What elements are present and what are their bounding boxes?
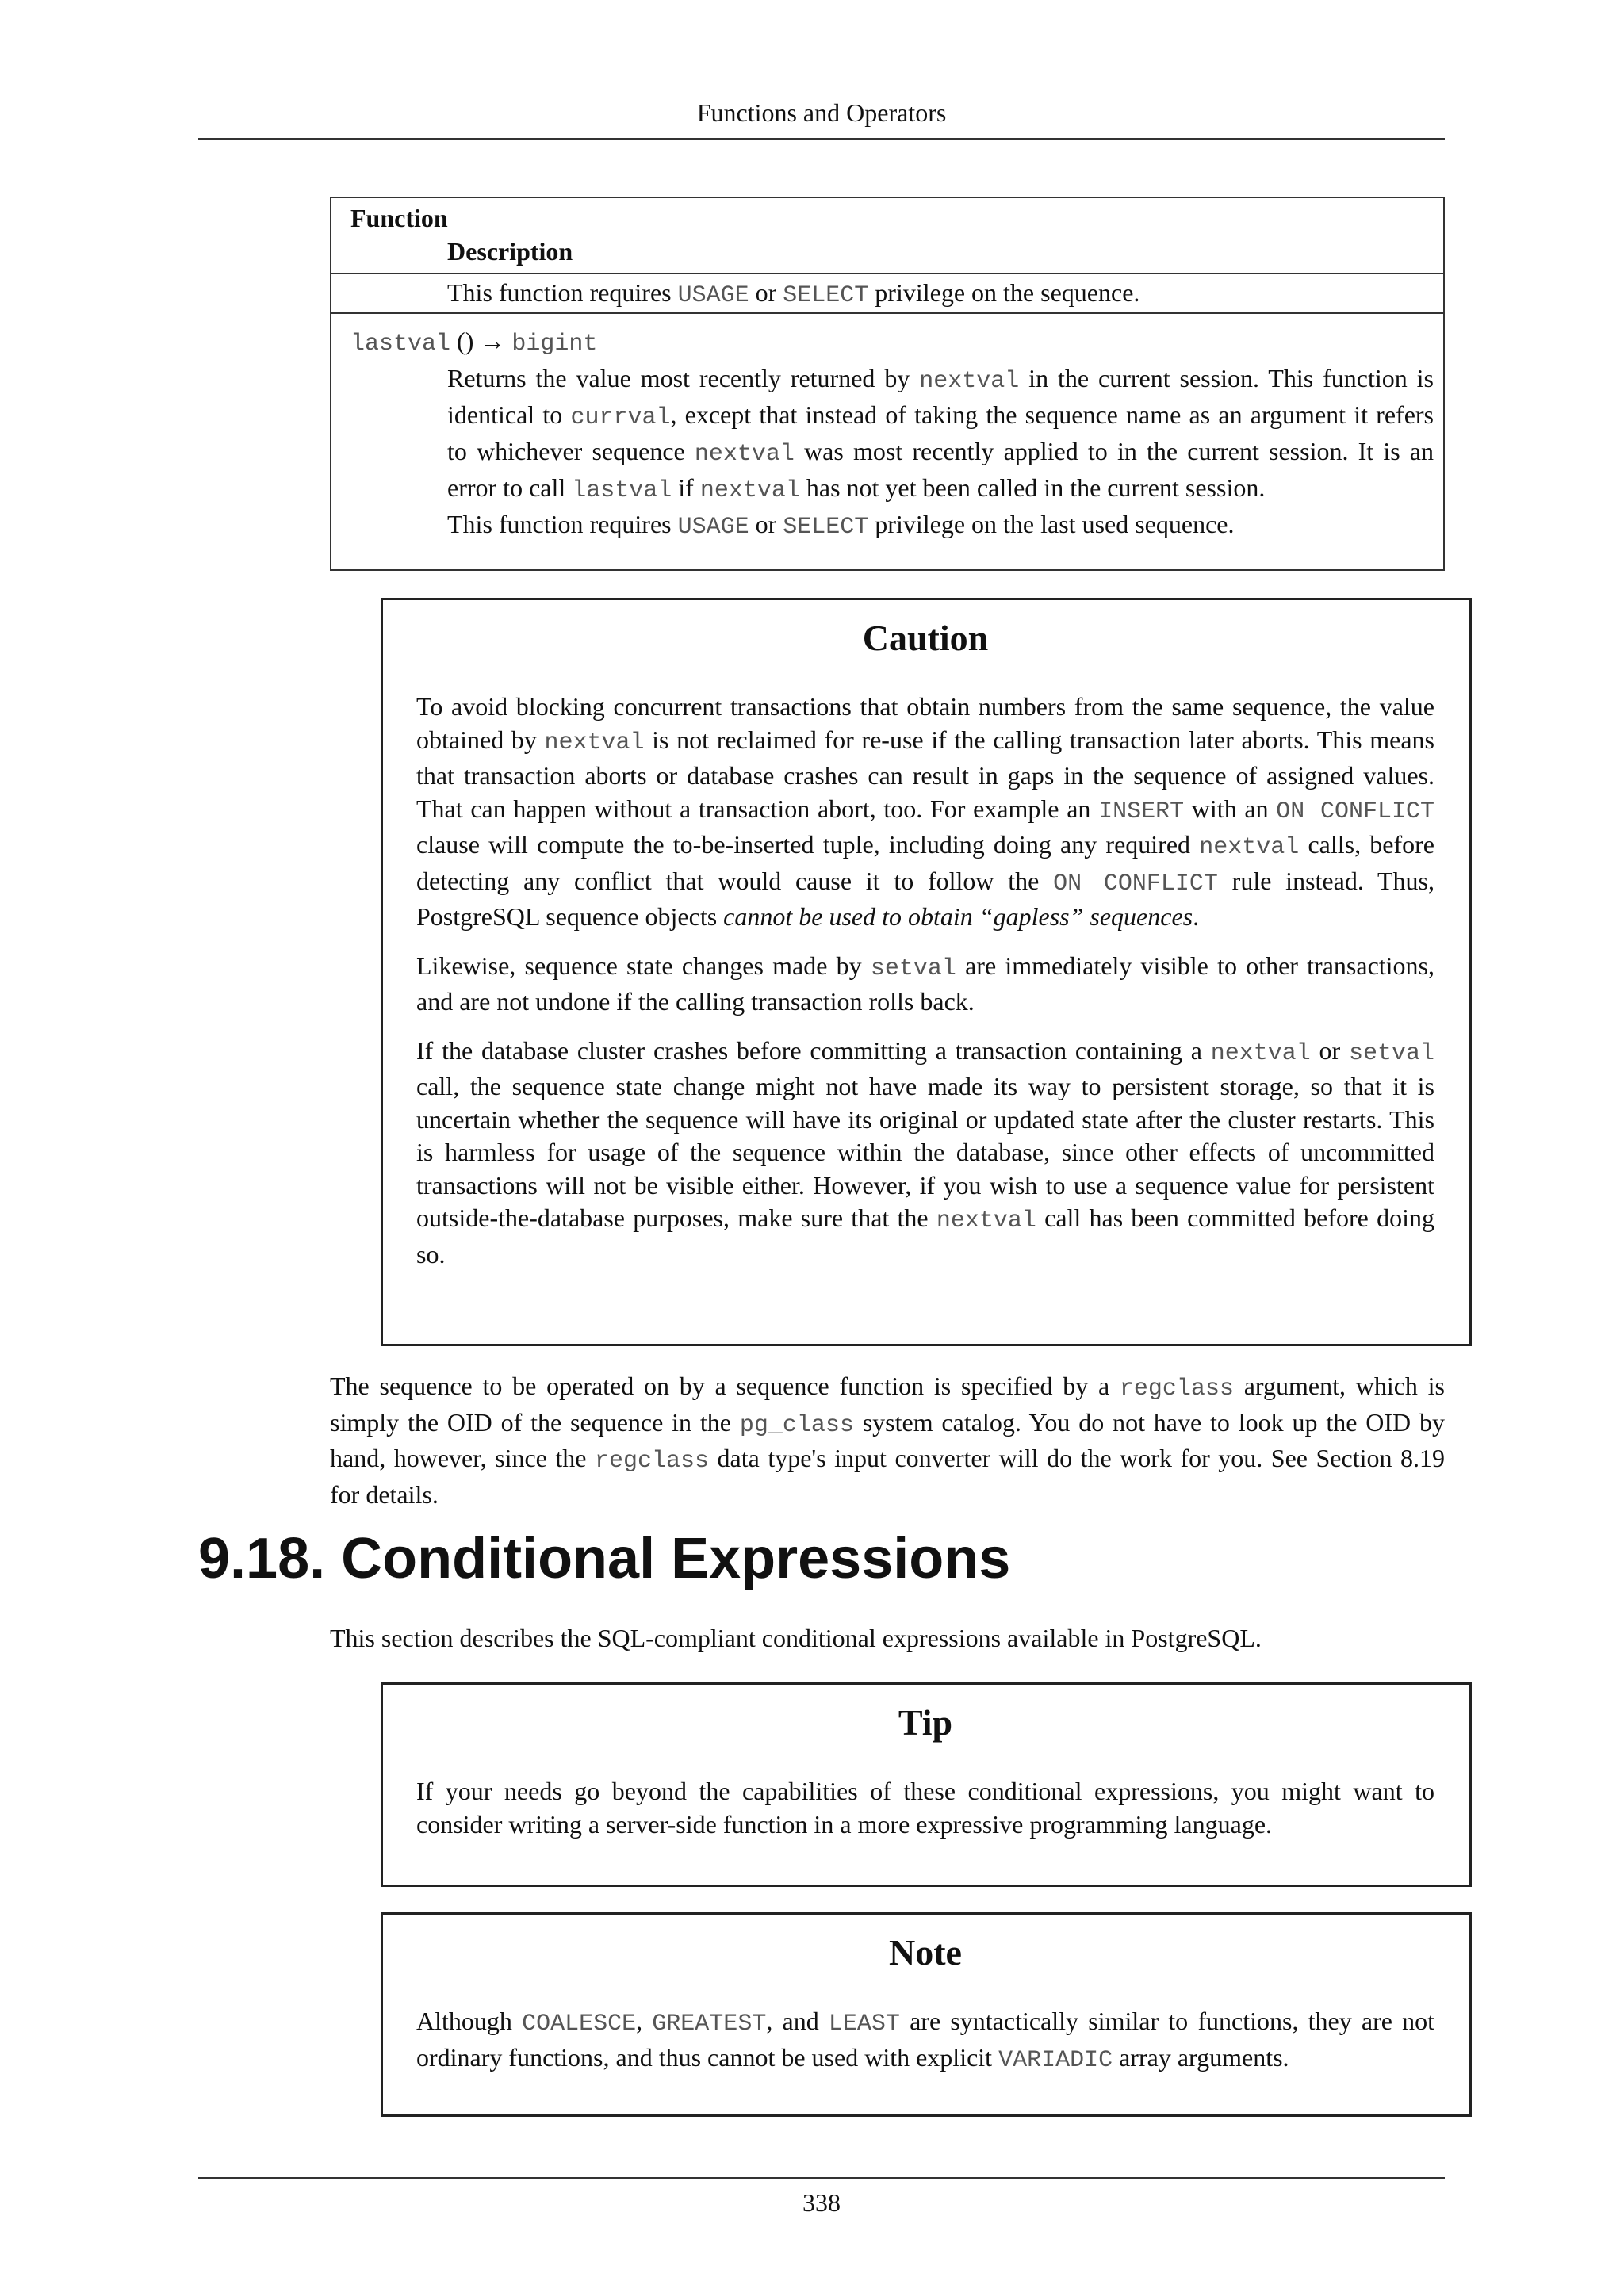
arrow-icon: → xyxy=(480,327,506,355)
table-header xyxy=(331,198,1443,274)
section-intro: This section describes the SQL-compliant conditional expressions available in PostgreSQL. xyxy=(330,1624,1262,1652)
function-description: Returns the value most recently returned by nextval in the current session. This function is identical to currval, except that instead of taking the sequence name as an argument it refers to whichever sequence nextval was most recently applied to in the current session. It is an error to call lastval if nextval has not yet been called in the current session. This function requires USAGE or SELECT privilege on the last used sequence. xyxy=(447,364,1434,541)
column-header-description: Description xyxy=(447,237,573,266)
table-row-previous-tail: This function requires USAGE or SELECT privilege on the sequence. xyxy=(331,274,1443,314)
function-name: lastval xyxy=(350,331,451,358)
tip-title: Tip xyxy=(898,1702,953,1743)
table-row-lastval xyxy=(331,314,1443,544)
page-number: 338 xyxy=(802,2188,841,2217)
running-footer xyxy=(198,2177,1445,2220)
tip-text: If your needs go beyond the capabilities of these conditional expressions, you might want to consider writing a server-side function in a more expressive programming language. xyxy=(416,1777,1434,1839)
note-text: Although COALESCE, GREATEST, and LEAST are syntactically similar to functions, they are not ordinary functions, and thus cannot be used with explicit VARIADIC array arguments. xyxy=(416,2007,1435,2074)
note-title: Note xyxy=(889,1932,962,1973)
caution-paragraph-2: Likewise, sequence state changes made by setval are immediately visible to other transactions, and are not undone if the calling transaction rolls back. xyxy=(416,951,1435,1016)
function-table xyxy=(330,197,1445,571)
return-type: bigint xyxy=(511,331,598,358)
caution-title: Caution xyxy=(862,618,989,658)
header-title: Functions and Operators xyxy=(696,98,947,127)
function-signature: lastval () → bigint xyxy=(350,327,598,358)
column-header-function: Function xyxy=(350,204,448,232)
sequence-paragraph: The sequence to be operated on by a sequence function is specified by a regclass argument, which is simply the OID of the sequence in the pg_class system catalog. You do not have to look up the OID by hand, however, since the regclass data type's input converter will do the work for you. See Section 8.19 for details. xyxy=(330,1372,1446,1509)
caution-paragraph-1: To avoid blocking concurrent transactions that obtain numbers from the same sequence, the value obtained by nextval is not reclaimed for re-use if the calling transaction later aborts. This means that transaction aborts or database crashes can result in gaps in the sequence of assigned values. That can happen without a transaction abort, too. For example an INSERT with an ON CONFLICT clause will compute the to-be-inserted tuple, including doing any required nextval calls, before detecting any conflict that would cause it to follow the ON CONFLICT rule instead. Thus, PostgreSQL sequence objects cannot be used to obtain “gapless” sequences. xyxy=(416,692,1435,931)
caution-paragraph-3: If the database cluster crashes before committing a transaction containing a nextval or setval call, the sequence state change might not have made its way to persistent storage, so that it is uncertain whether the sequence will have its original or updated state after the cluster restarts. This is harmless for usage of the sequence within the database, since other effects of uncommitted transactions will not be visible either. However, if you wish to use a sequence value for persistent outside-the-database purposes, make sure that the nextval call has been committed before doing so. xyxy=(416,1035,1435,1269)
caution-box xyxy=(381,598,1472,1346)
running-header xyxy=(198,94,1445,140)
tip-box xyxy=(381,1682,1472,1887)
section-title: 9.18. Conditional Expressions xyxy=(198,1527,1011,1590)
note-box xyxy=(381,1912,1472,2117)
